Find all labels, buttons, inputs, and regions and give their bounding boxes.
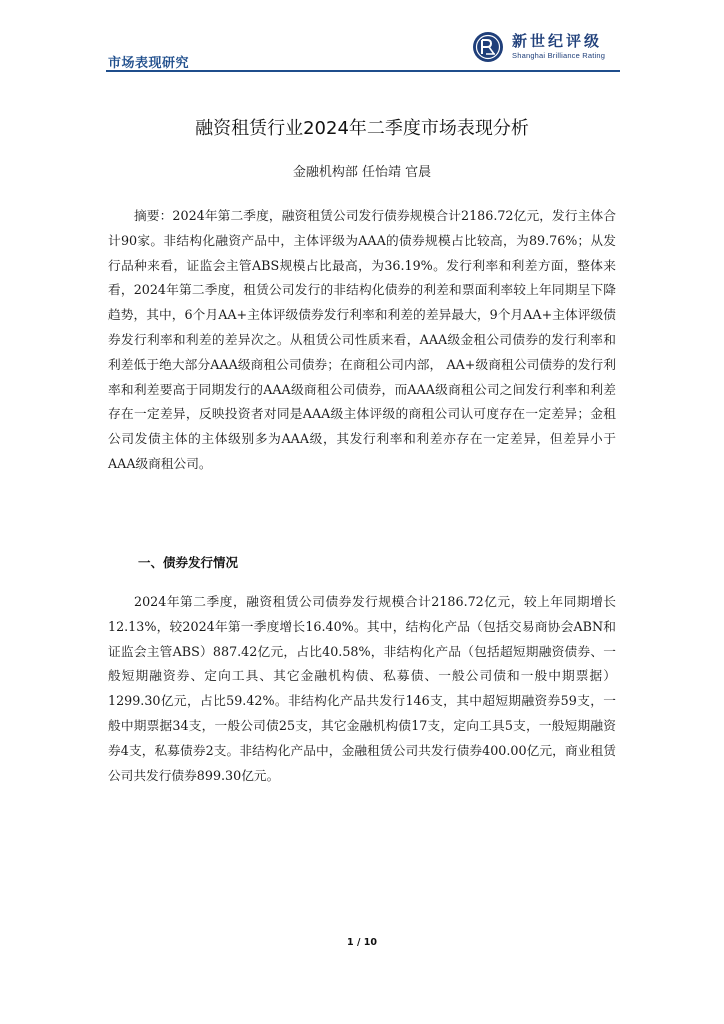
logo-chinese-name: 新世纪评级: [512, 32, 603, 50]
section-heading: 一、债券发行情况: [138, 555, 239, 570]
header-rule: [106, 70, 620, 72]
abstract-paragraph: 摘要：2024年第二季度，融资租赁公司发行债券规模合计2186.72亿元，发行主体合计90家。非结构化融资产品中，主体评级为AAA的债券规模占比较高，为89.76%；从发行品种来看，证监会主管ABS规模占比最高，为36.19%。发行利率和利差方面，整体来看，2024年第二季度，租赁公司发行的非结构化债券的利差和票面利率较上年同期呈下降趋势，其中，6个月AA+主体评级债券发行利率和利差的差异最大，9个月AA+主体评级债券发行利率和利差的差异次之。从租赁公司性质来看，AAA级金租公司债券的发行利率和利差低于绝大部分AAA级商租公司债券；在商租公司内部， AA+级商租公司债券的发行利率和利差要高于同期发行的AAA级商租公司债券，而AAA级商租公司之间发行利率和利差存在一定差异，反映投资者对同是AAA级主体评级的商租公司认可度存在一定差异；金租公司发债主体的主体级别多为AAA级，其发行利率和利差亦存在一定差异，但差异小于AAA级商租公司。: [108, 208, 616, 471]
brilliance-emblem-icon: [472, 31, 504, 63]
section-body-paragraph: 2024年第二季度，融资租赁公司债券发行规模合计2186.72亿元，较上年同期增长12.13%，较2024年第一季度增长16.40%。其中，结构化产品（包括交易商协会ABN和证监会主管ABS）887.42亿元，占比40.58%，非结构化产品（包括超短期融资债券、一般短期融资券、定向工具、其它金融机构债、私募债、一般公司债和一般中期票据）1299.30亿元，占比59.42%。非结构化产品共发行146支，其中超短期融资券59支，一般中期票据34支，一般公司债25支，其它金融机构债17支，定向工具5支，一般短期融资券4支，私募债券2支。非结构化产品中，金融租赁公司共发行债券400.00亿元，商业租赁公司共发行债券899.30亿元。: [108, 594, 616, 783]
document-authors: 金融机构部 任怡靖 官晨: [292, 165, 432, 180]
section-label: 市场表现研究: [108, 56, 190, 71]
company-logo: [472, 30, 605, 64]
document-title: 融资租赁行业2024年二季度市场表现分析: [195, 118, 529, 139]
page-number: 1 / 10: [347, 937, 377, 948]
logo-english-name: Shanghai Brilliance Rating: [512, 51, 606, 60]
